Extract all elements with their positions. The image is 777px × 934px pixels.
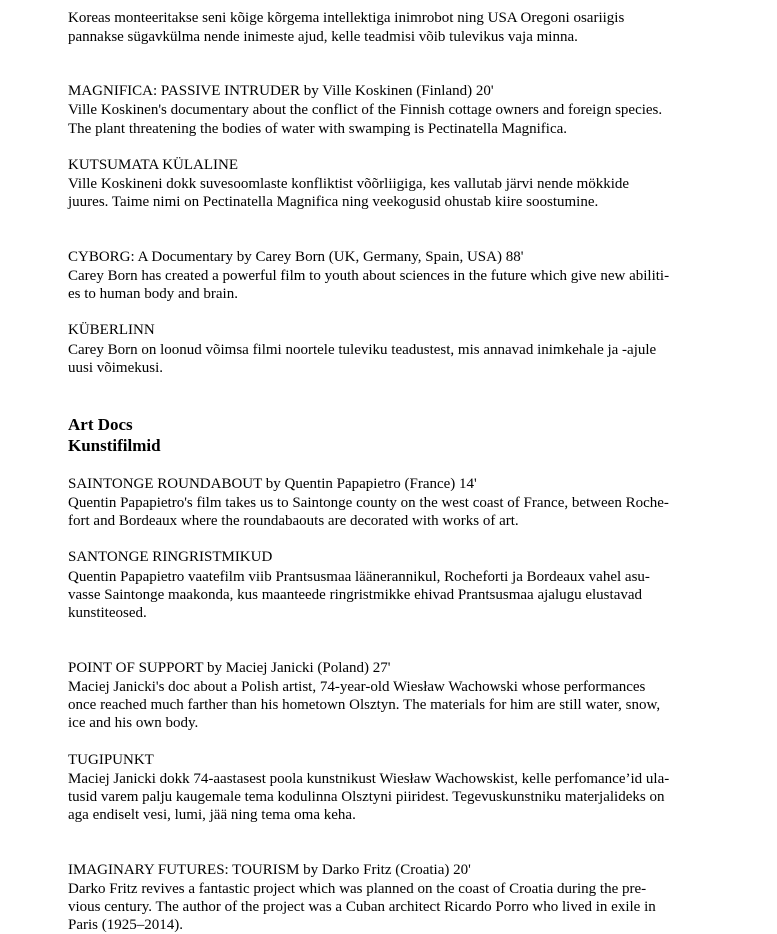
text-line: Ville Koskinen's documentary about the conflict of the Finnish cottage owners and foreign species.: [68, 102, 663, 118]
text-line: Quentin Papapietro's film takes us to Saintonge county on the west coast of France, between Roche-: [68, 495, 669, 511]
text-line: fort and Bordeaux where the roundabaouts are decorated with works of art.: [68, 513, 519, 529]
film-title: CYBORG: A Documentary by Carey Born (UK, Germany, Spain, USA) 88': [68, 249, 524, 265]
text-line: Maciej Janicki's doc about a Polish artist, 74-year-old Wiesław Wachowski whose performances: [68, 679, 646, 695]
film-title: POINT OF SUPPORT by Maciej Janicki (Poland) 27': [68, 660, 391, 676]
text-line: once reached much farther than his hometown Olsztyn. The materials for him are still water, snow,: [68, 697, 661, 713]
text-line: Paris (1925–2014).: [68, 917, 183, 933]
text-line: kunstiteosed.: [68, 605, 147, 621]
text-line: Darko Fritz revives a fantastic project which was planned on the coast of Croatia during the pre-: [68, 881, 647, 897]
text-line: Carey Born on loonud võimsa filmi noortele tuleviku teadustest, mis annavad inimkehale ja -ajule: [68, 342, 657, 358]
text-line: Maciej Janicki dokk 74-aastasest poola kunstnikust Wiesław Wachowskist, kelle perfomance’id ula-: [68, 771, 670, 787]
text-line: The plant threatening the bodies of water with swamping is Pectinatella Magnifica.: [68, 121, 568, 137]
text-line: ice and his own body.: [68, 715, 199, 731]
text-line: pannakse sügavkülma nende inimeste ajud, kelle teadmisi võib tulevikus vaja minna.: [68, 29, 578, 45]
text-line: vious century. The author of the project was a Cuban architect Ricardo Porro who lived in exile in: [68, 899, 656, 915]
text-line: Quentin Papapietro vaatefilm viib Prantsusmaa läänerannikul, Rocheforti ja Bordeaux vahel asu-: [68, 569, 650, 585]
text-line: vasse Saintonge maakonda, kus maanteede ringristmikke ehivad Prantsusmaa ajalugu elustavad: [68, 587, 643, 603]
film-title: MAGNIFICA: PASSIVE INTRUDER by Ville Koskinen (Finland) 20': [68, 83, 494, 99]
film-title: KÜBERLINN: [68, 322, 155, 338]
film-title: TUGIPUNKT: [68, 752, 154, 768]
section-heading: Art Docs: [68, 415, 133, 434]
text-line: aga endiselt vesi, lumi, jää ning tema oma keha.: [68, 807, 356, 823]
film-title: SANTONGE RINGRISTMIKUD: [68, 549, 273, 565]
film-title: KUTSUMATA KÜLALINE: [68, 157, 239, 173]
section-heading: Kunstifilmid: [68, 436, 161, 455]
text-line: uusi võimekusi.: [68, 360, 164, 376]
text-line: juures. Taime nimi on Pectinatella Magnifica ning veekogusid ohustab kiire soostumine.: [68, 194, 599, 210]
text-line: Ville Koskineni dokk suvesoomlaste konfliktist võõrliigiga, kes vallutab järvi nende mökkide: [68, 176, 630, 192]
text-line: Carey Born has created a powerful film to youth about sciences in the future which give new abiliti-: [68, 268, 670, 284]
text-line: es to human body and brain.: [68, 286, 238, 302]
text-line: Koreas monteeritakse seni kõige kõrgema intellektiga inimrobot ning USA Oregoni osariigis: [68, 10, 625, 26]
film-title: SAINTONGE ROUNDABOUT by Quentin Papapietro (France) 14': [68, 476, 477, 492]
film-title: IMAGINARY FUTURES: TOURISM by Darko Fritz (Croatia) 20': [68, 862, 471, 878]
text-line: tusid varem palju kaugemale tema kodulinna Olsztyni piiridest. Tegevuskunstniku materjalideks on: [68, 789, 665, 805]
